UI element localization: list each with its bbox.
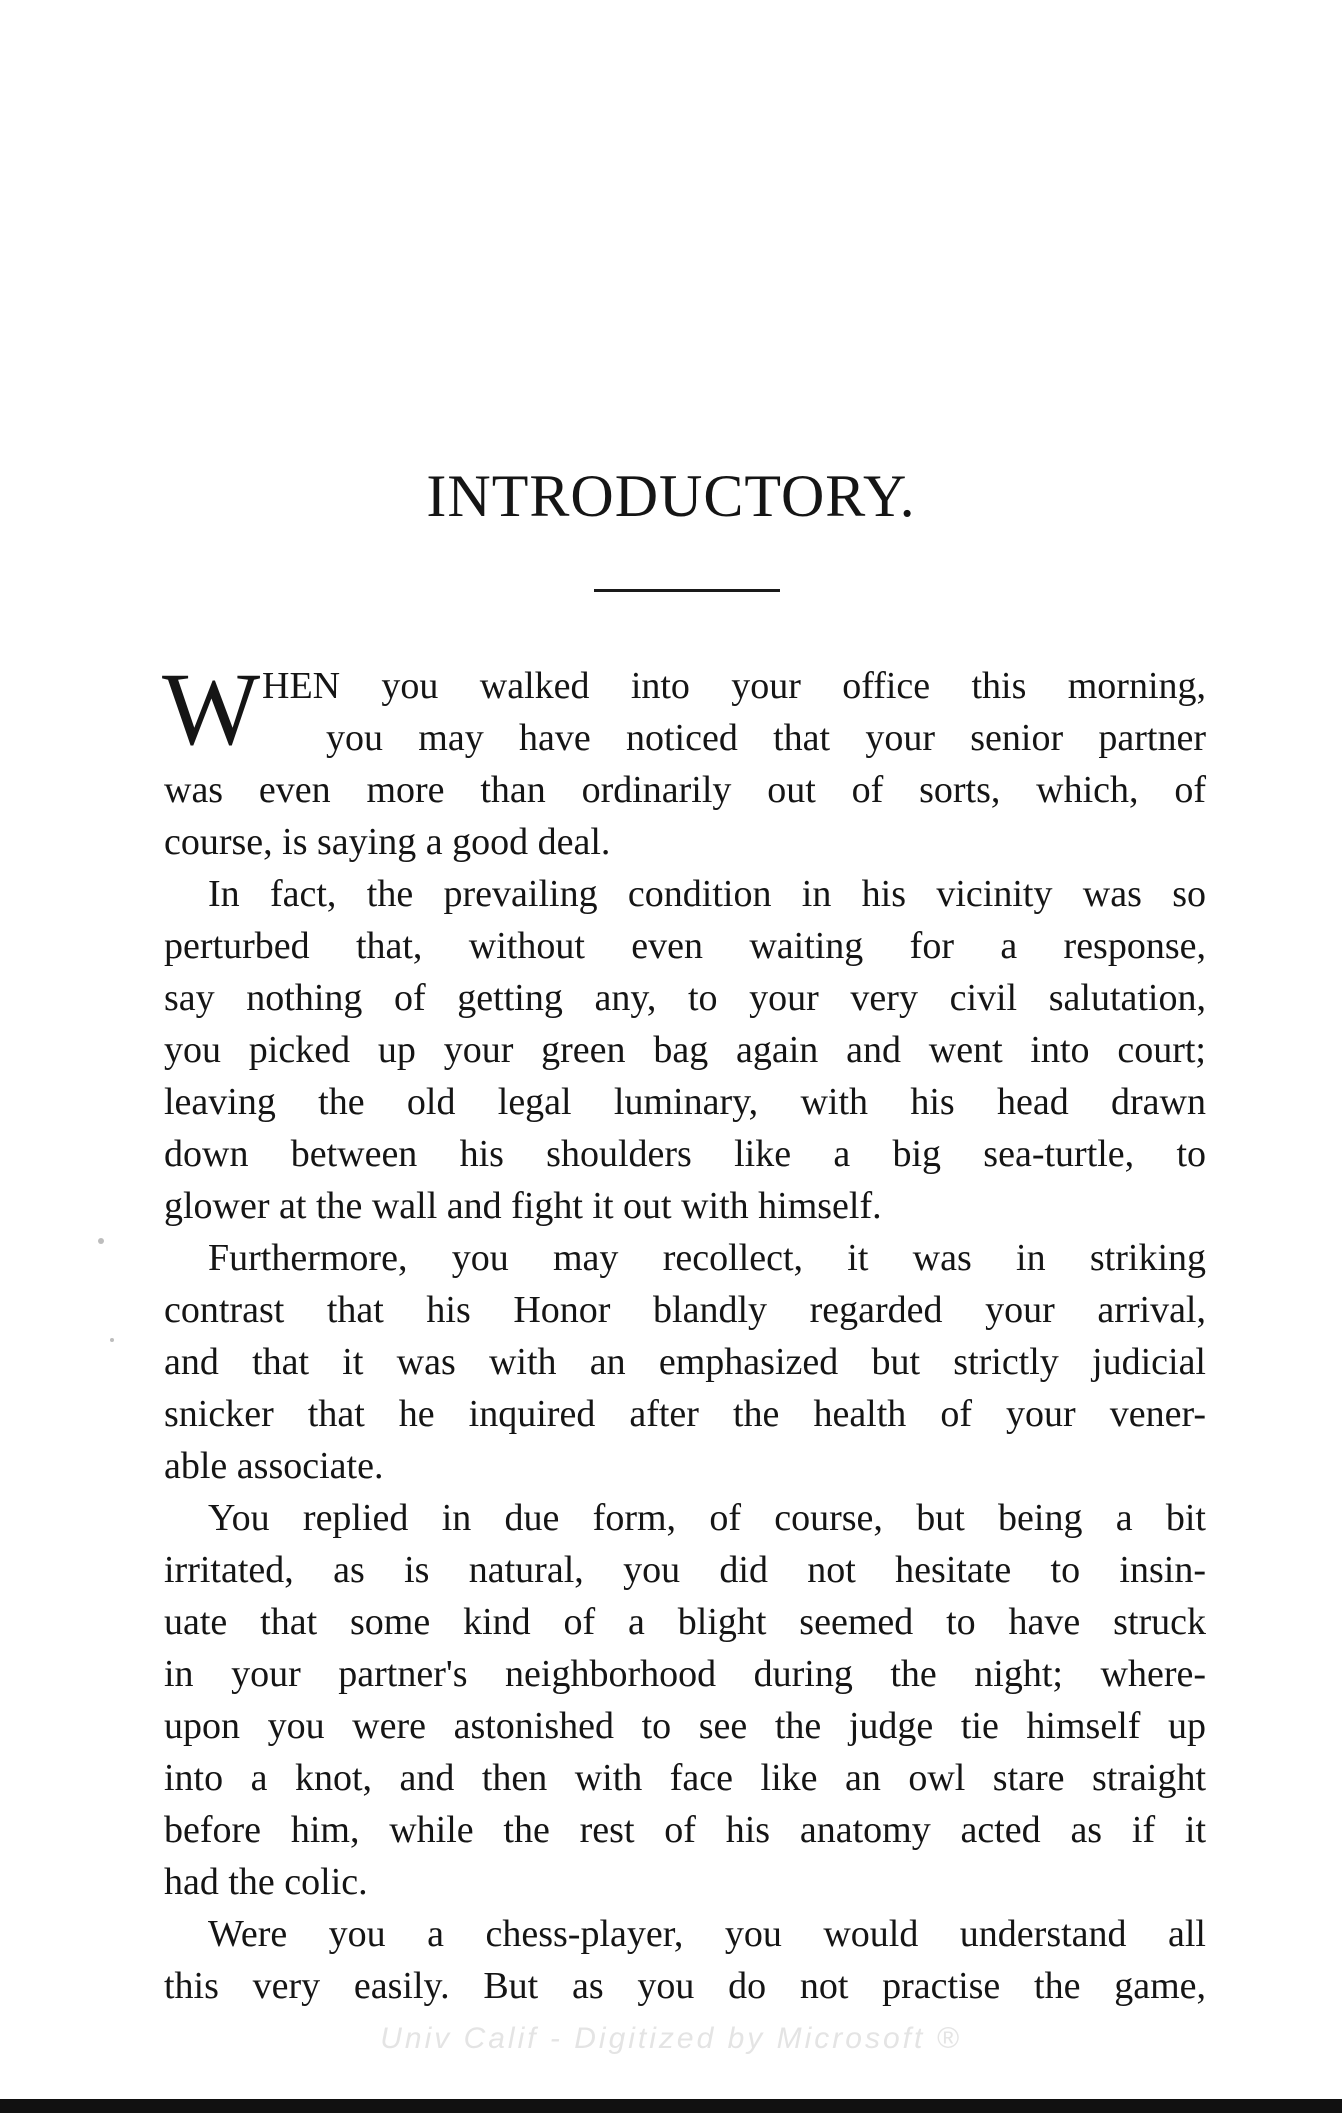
text-line: in your partner's neighborhood during the night; where- bbox=[164, 1653, 1206, 1695]
first-paragraph-opening bbox=[162, 652, 1206, 767]
text-line: you may have noticed that your senior partner bbox=[326, 717, 1206, 759]
text-line: In fact, the prevailing condition in his vicinity was so bbox=[208, 873, 1206, 915]
scan-speck bbox=[98, 1238, 104, 1244]
text-line: glower at the wall and fight it out with himself. bbox=[164, 1185, 882, 1227]
scan-speck bbox=[110, 1338, 114, 1342]
text-line: down between his shoulders like a big sea-turtle, to bbox=[164, 1133, 1206, 1175]
text-line: HEN you walked into your office this morning, bbox=[262, 665, 1206, 707]
text-line: Furthermore, you may recollect, it was in striking bbox=[208, 1237, 1206, 1279]
drop-cap: W bbox=[162, 652, 261, 767]
text-line: was even more than ordinarily out of sorts, which, of bbox=[164, 769, 1206, 811]
text-line: able associate. bbox=[164, 1445, 384, 1487]
text-line: before him, while the rest of his anatomy acted as if it bbox=[164, 1809, 1206, 1851]
text-line: and that it was with an emphasized but strictly judicial bbox=[164, 1341, 1206, 1383]
text-line: snicker that he inquired after the health of your vener- bbox=[164, 1393, 1206, 1435]
title-rule bbox=[594, 589, 780, 592]
text-line: You replied in due form, of course, but being a bit bbox=[208, 1497, 1206, 1539]
body-text bbox=[162, 652, 1206, 2012]
text-line: had the colic. bbox=[164, 1861, 368, 1903]
chapter-title: INTRODUCTORY. bbox=[426, 463, 916, 529]
text-line: into a knot, and then with face like an owl stare straight bbox=[164, 1757, 1206, 1799]
text-line: irritated, as is natural, you did not hesitate to insin- bbox=[164, 1549, 1206, 1591]
digitization-watermark: Univ Calif - Digitized by Microsoft ® bbox=[380, 2022, 962, 2055]
text-line: leaving the old legal luminary, with his head drawn bbox=[164, 1081, 1206, 1123]
scan-edge bbox=[0, 2099, 1342, 2113]
text-line: upon you were astonished to see the judge tie himself up bbox=[164, 1705, 1206, 1747]
text-line: perturbed that, without even waiting for a response, bbox=[164, 925, 1206, 967]
text-line: you picked up your green bag again and went into court; bbox=[164, 1029, 1206, 1071]
text-line: uate that some kind of a blight seemed to have struck bbox=[164, 1601, 1206, 1643]
text-line: this very easily. But as you do not practise the game, bbox=[164, 1965, 1206, 2007]
text-line: course, is saying a good deal. bbox=[164, 821, 611, 863]
text-line: say nothing of getting any, to your very civil salutation, bbox=[164, 977, 1206, 1019]
text-line: contrast that his Honor blandly regarded your arrival, bbox=[164, 1289, 1206, 1331]
text-line: Were you a chess-player, you would understand all bbox=[208, 1913, 1206, 1955]
